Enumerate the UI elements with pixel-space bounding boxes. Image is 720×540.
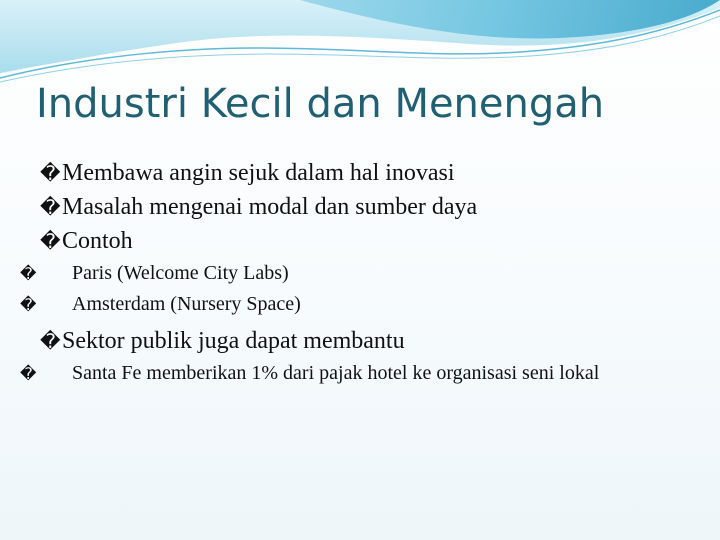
slide-title: Industri Kecil dan Menengah: [36, 81, 605, 127]
sub-bullet-text: Santa Fe memberikan 1% dari pajak hotel ke organisasi seni lokal: [72, 362, 600, 384]
bullet-text: Sektor publik juga dapat membantu: [62, 328, 405, 354]
sub-bullet-item: [20, 289, 700, 320]
bullet-item: [40, 156, 700, 190]
bullet-glyph-icon: �: [40, 161, 61, 185]
sub-bullet-text: Amsterdam (Nursery Space): [72, 293, 301, 315]
bullet-list: [20, 156, 700, 389]
bullet-glyph-icon: �: [20, 264, 37, 283]
bullet-text: Contoh: [62, 228, 133, 254]
sub-bullet-item: [20, 258, 700, 289]
sub-bullet-text: Paris (Welcome City Labs): [72, 262, 289, 284]
bullet-glyph-icon: �: [20, 364, 37, 383]
bullet-glyph-icon: �: [40, 195, 61, 219]
bullet-glyph-icon: �: [40, 329, 61, 353]
bullet-text: Membawa angin sejuk dalam hal inovasi: [62, 160, 455, 186]
bullet-glyph-icon: �: [40, 229, 61, 253]
sub-bullet-item: [20, 358, 700, 389]
bullet-item: [40, 224, 700, 258]
bullet-item: [40, 324, 700, 358]
bullet-text: Masalah mengenai modal dan sumber daya: [62, 194, 478, 220]
bullet-glyph-icon: �: [20, 295, 37, 314]
bullet-item: [40, 190, 700, 224]
